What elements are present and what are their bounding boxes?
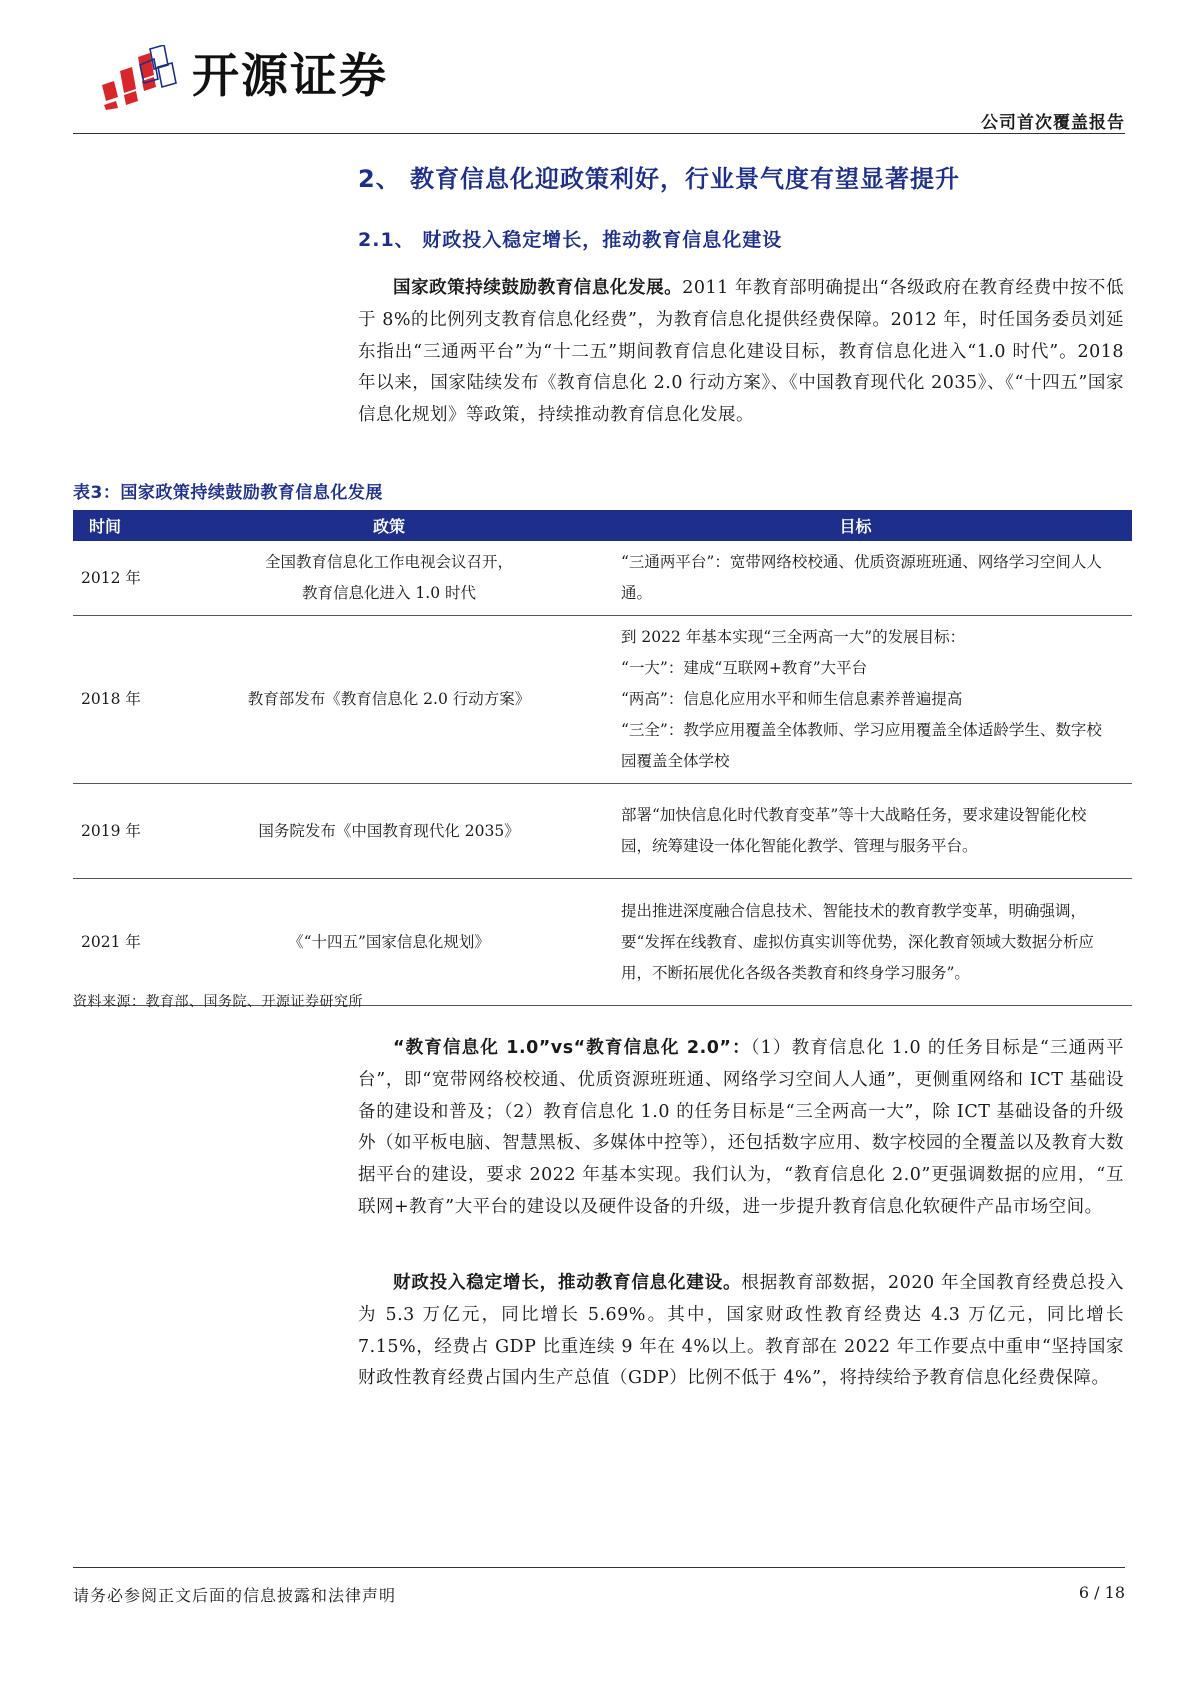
table-header-row xyxy=(73,510,1132,541)
paragraph-lead: 国家政策持续鼓励教育信息化发展。 xyxy=(393,278,683,298)
goal-cell xyxy=(579,784,1132,879)
goal-cell xyxy=(579,616,1132,784)
year-cell: 2018 年 xyxy=(73,616,199,784)
body-paragraph xyxy=(358,273,1124,432)
policy-cell xyxy=(199,784,579,879)
policy-cell xyxy=(199,541,579,616)
brand-name: 开源证券 xyxy=(192,49,388,104)
section-title: 2、 教育信息化迎政策利好，行业景气度有望显著提升 xyxy=(358,165,961,193)
policy-line: 全国教育信息化工作电视会议召开， xyxy=(264,553,513,571)
goal-line: 部署“加快信息化时代教育变革”等十大战略任务，要求建设智能化校园，统筹建设一体化智能化教学、管理与服务平台。 xyxy=(621,806,1087,855)
goal-line: “三通两平台”：宽带网络校校通、优质资源班班通、网络学习空间人人通。 xyxy=(621,553,1102,602)
body-paragraph xyxy=(358,1268,1124,1395)
table-row xyxy=(73,541,1132,616)
brand-logo-mark-icon xyxy=(100,45,180,110)
goal-line: “两高”：信息化应用水平和师生信息素养普遍提高 xyxy=(621,690,963,708)
body-paragraph xyxy=(358,1033,1124,1224)
subsection-title: 2.1、 财政投入稳定增长，推动教育信息化建设 xyxy=(358,229,783,251)
policy-line: 国务院发布《中国教育现代化 2035》 xyxy=(258,821,520,840)
column-header-year: 时间 xyxy=(73,510,199,541)
goal-cell xyxy=(579,541,1132,616)
policy-line: 教育部发布《教育信息化 2.0 行动方案》 xyxy=(247,690,531,708)
table-row xyxy=(73,879,1132,1006)
goal-line: 到 2022 年基本实现“三全两高一大”的发展目标： xyxy=(621,628,966,646)
brand-logo xyxy=(100,45,440,110)
year-cell: 2019 年 xyxy=(73,784,199,879)
paragraph-lead: 财政投入稳定增长，推动教育信息化建设。 xyxy=(393,1273,742,1293)
goal-line: “一大”：建成“互联网+教育”大平台 xyxy=(621,659,868,677)
column-header-policy: 政策 xyxy=(199,510,579,541)
page-number: 6 / 18 xyxy=(1078,1583,1125,1602)
report-type-label: 公司首次覆盖报告 xyxy=(981,113,1125,133)
column-header-goal: 目标 xyxy=(579,510,1132,541)
footer-disclaimer: 请务必参阅正文后面的信息披露和法律声明 xyxy=(73,1586,397,1605)
policy-line: 教育信息化进入 1.0 时代 xyxy=(301,584,476,602)
table-row xyxy=(73,784,1132,879)
table-caption: 表3：国家政策持续鼓励教育信息化发展 xyxy=(73,483,383,503)
goal-line: 提出推进深度融合信息技术、智能技术的教育教学变革，明确强调，要“发挥在线教育、虚拟仿真实训等优势，深化教育领域大数据分析应用，不断拓展优化各级各类教育和终身学习服务”。 xyxy=(621,901,1094,982)
paragraph-text: 2011 年教育部明确提出“各级政府在教育经费中按不低于 8%的比例列支教育信息化经费”，为教育信息化提供经费保障。2012 年，时任国务委员刘延东指出“三通两平台”为“十二五”期间教育信息化建设目标，教育信息化进入“1.0 时代”。2018 年以来，国家陆续发布《教育信息化 2.0 行动方案》、《中国教育现代化 2035》、《“十四五”国家信息化规划》等政策，持续推动教育信息化发展。 xyxy=(358,278,1125,426)
table-row xyxy=(73,616,1132,784)
policy-cell xyxy=(199,879,579,1006)
paragraph-lead: “教育信息化 1.0”vs“教育信息化 2.0”： xyxy=(393,1038,751,1058)
table-source-note: 资料来源：教育部、国务院、开源证券研究所 xyxy=(73,994,363,1010)
footer-divider xyxy=(73,1567,1125,1568)
header-divider xyxy=(73,133,1125,134)
policy-line: 《“十四五”国家信息化规划》 xyxy=(288,932,490,951)
year-cell: 2012 年 xyxy=(73,541,199,616)
year-cell: 2021 年 xyxy=(73,879,199,1006)
paragraph-text: 根据教育部数据，2020 年全国教育经费总投入为 5.3 万亿元，同比增长 5.69%。其中，国家财政性教育经费达 4.3 万亿元，同比增长 7.15%，经费占 GDP 比重连续 9 年在 4%以上。教育部在 2022 年工作要点中重申“坚持国家财政性教育经费占国内生产总值（GDP）比例不低于 4%”，将持续给予教育信息化经费保障。 xyxy=(358,1273,1125,1389)
goal-cell xyxy=(579,879,1132,1006)
policy-cell xyxy=(199,616,579,784)
paragraph-text: （1）教育信息化 1.0 的任务目标是“三通两平台”，即“宽带网络校校通、优质资源班班通、网络学习空间人人通”，更侧重网络和 ICT 基础设备的建设和普及；（2）教育信息化 1.0 的任务目标是“三全两高一大”，除 ICT 基础设备的升级外（如平板电脑、智慧黑板、多媒体中控等），还包括数字应用、数字校园的全覆盖以及教育大数据平台的建设，要求 2022 年基本实现。我们认为，“教育信息化 2.0”更强调数据的应用，“互联网+教育”大平台的建设以及硬件设备的升级，进一步提升教育信息化软硬件产品市场空间。 xyxy=(358,1038,1124,1217)
policy-table xyxy=(73,510,1132,1006)
goal-line: “三全”：教学应用覆盖全体教师、学习应用覆盖全体适龄学生、数字校园覆盖全体学校 xyxy=(621,721,1102,770)
